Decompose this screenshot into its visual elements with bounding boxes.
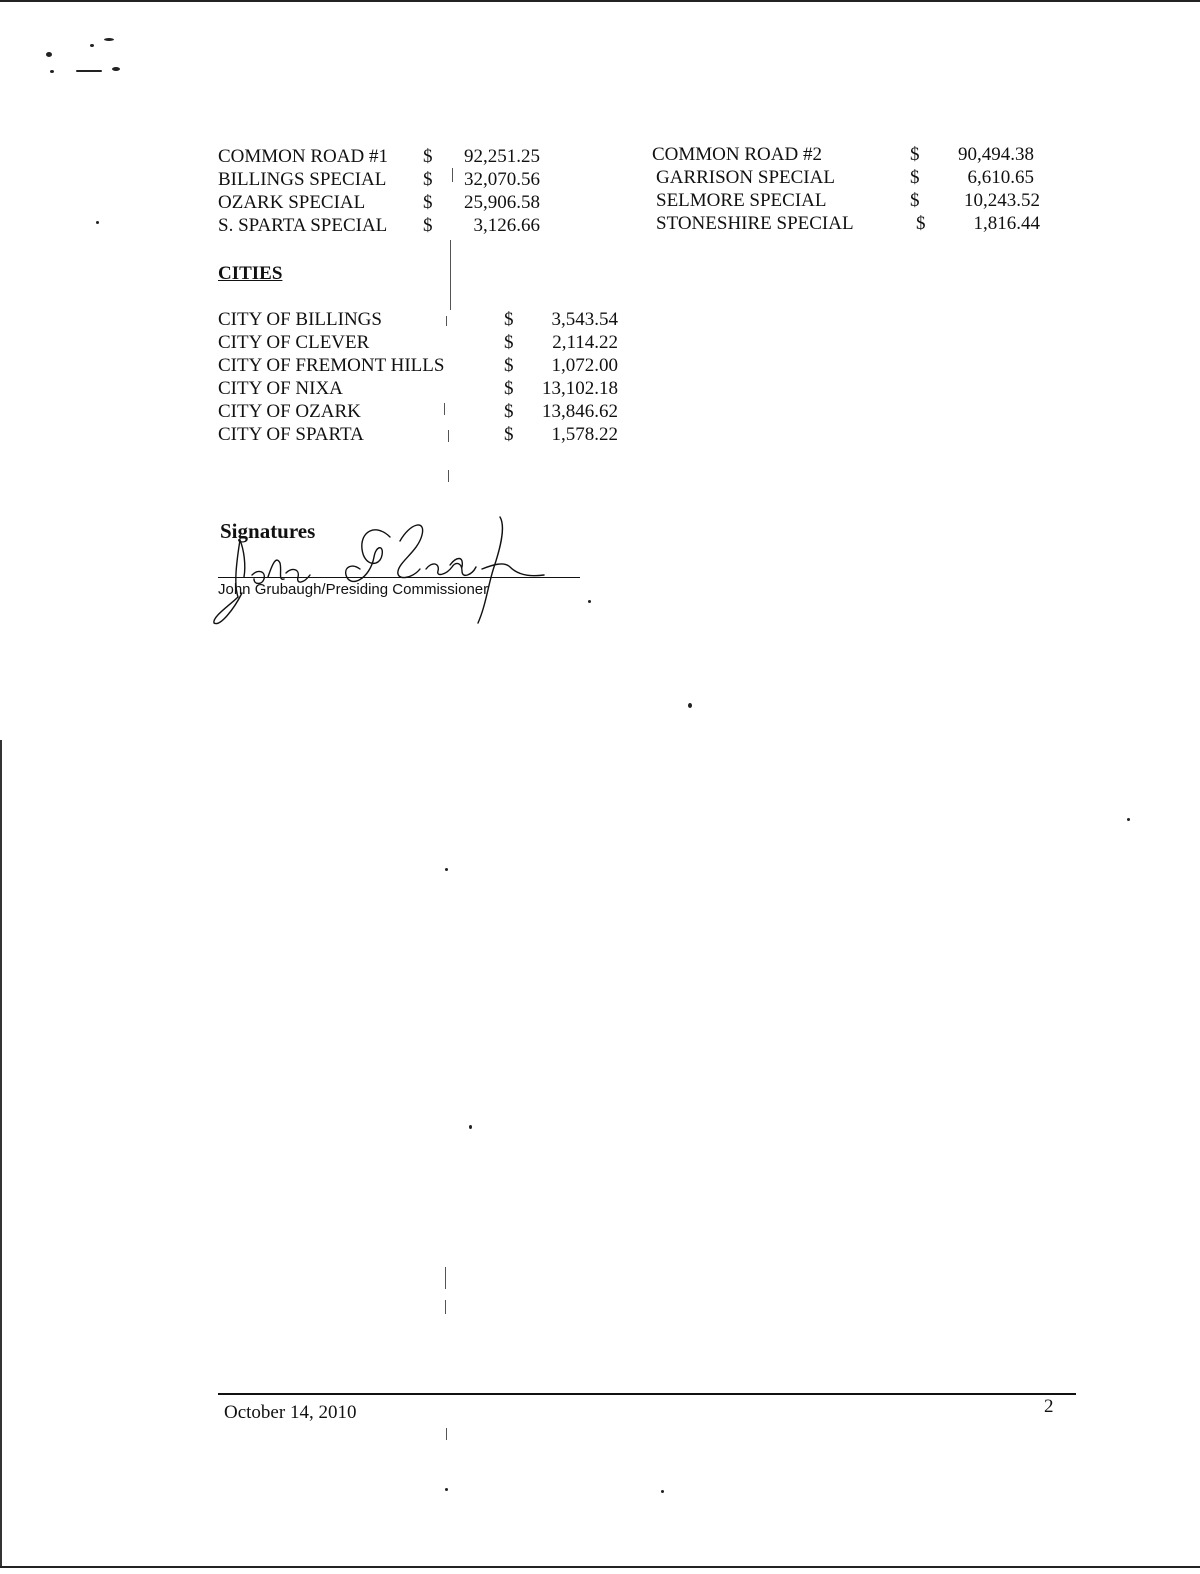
fund-row [218, 169, 548, 191]
scan-speck [688, 703, 692, 708]
city-amount: 1,578.22 [551, 424, 618, 445]
fund-row [652, 144, 1042, 166]
signatures-heading: Signatures [220, 519, 316, 543]
scan-speck [469, 1125, 472, 1129]
scan-mark [445, 1267, 446, 1289]
handwritten-signature [200, 505, 560, 630]
city-amount: 1,072.00 [551, 355, 618, 376]
footer-divider [218, 1393, 1076, 1395]
currency-symbol: $ [423, 146, 433, 167]
currency-symbol: $ [910, 190, 920, 211]
fund-label: COMMON ROAD #2 [652, 144, 822, 165]
scan-speck [1127, 818, 1130, 821]
page-edge-bottom [0, 1566, 1200, 1568]
fund-label: STONESHIRE SPECIAL [656, 213, 854, 234]
scan-speck [445, 868, 448, 871]
fund-amount: 92,251.25 [464, 146, 540, 167]
currency-symbol: $ [423, 215, 433, 236]
fund-amount: 1,816.44 [973, 213, 1040, 234]
scan-speck [445, 1488, 448, 1491]
scan-speck [90, 44, 94, 47]
fund-label: OZARK SPECIAL [218, 192, 366, 213]
scan-speck [112, 67, 120, 71]
currency-symbol: $ [910, 167, 920, 188]
scan-speck [76, 70, 102, 72]
currency-symbol: $ [504, 309, 514, 330]
fund-amount: 6,610.65 [967, 167, 1034, 188]
scan-speck [661, 1490, 664, 1493]
signature-caption: John Grubaugh/Presiding Commissioner [218, 581, 489, 598]
city-label: CITY OF CLEVER [218, 332, 370, 353]
city-amount: 2,114.22 [552, 332, 618, 353]
currency-symbol: $ [504, 401, 514, 422]
city-row [218, 355, 618, 377]
fund-label: BILLINGS SPECIAL [218, 169, 387, 190]
fund-row [218, 192, 548, 214]
fund-label: COMMON ROAD #1 [218, 146, 388, 167]
city-row [218, 401, 618, 423]
scan-mark [450, 240, 451, 310]
fund-amount: 3,126.66 [473, 215, 540, 236]
currency-symbol: $ [916, 213, 926, 234]
fund-amount: 32,070.56 [464, 169, 540, 190]
city-row [218, 332, 618, 354]
fund-label: S. SPARTA SPECIAL [218, 215, 388, 236]
scan-speck [46, 52, 52, 57]
fund-amount: 25,906.58 [464, 192, 540, 213]
currency-symbol: $ [504, 378, 514, 399]
currency-symbol: $ [423, 192, 433, 213]
city-label: CITY OF FREMONT HILLS [218, 355, 445, 376]
city-row [218, 378, 618, 400]
scan-mark [446, 1428, 447, 1440]
city-amount: 13,102.18 [542, 378, 618, 399]
fund-amount: 90,494.38 [958, 144, 1034, 165]
city-amount: 13,846.62 [542, 401, 618, 422]
scan-mark [445, 1300, 446, 1314]
currency-symbol: $ [504, 332, 514, 353]
fund-row [218, 146, 548, 168]
cities-heading: CITIES [218, 263, 283, 284]
city-label: CITY OF NIXA [218, 378, 343, 399]
city-amount: 3,543.54 [551, 309, 618, 330]
city-row [218, 309, 618, 331]
scan-mark [448, 470, 449, 482]
page-edge-left [0, 740, 2, 1566]
city-row [218, 424, 618, 446]
fund-row [656, 190, 1046, 212]
fund-row [656, 167, 1046, 189]
city-label: CITY OF OZARK [218, 401, 361, 422]
city-label: CITY OF SPARTA [218, 424, 364, 445]
footer-date: October 14, 2010 [224, 1402, 357, 1423]
page-number: 2 [1044, 1396, 1054, 1417]
scan-speck [588, 600, 591, 603]
fund-row [218, 215, 548, 237]
fund-row [656, 213, 1046, 235]
currency-symbol: $ [910, 144, 920, 165]
scan-speck [50, 70, 54, 73]
currency-symbol: $ [504, 424, 514, 445]
scan-speck [104, 38, 114, 41]
fund-label: SELMORE SPECIAL [656, 190, 827, 211]
fund-amount: 10,243.52 [964, 190, 1040, 211]
currency-symbol: $ [504, 355, 514, 376]
fund-label: GARRISON SPECIAL [656, 167, 835, 188]
city-label: CITY OF BILLINGS [218, 309, 382, 330]
scan-speck [96, 221, 99, 224]
currency-symbol: $ [423, 169, 433, 190]
page-edge-top [0, 0, 1200, 2]
